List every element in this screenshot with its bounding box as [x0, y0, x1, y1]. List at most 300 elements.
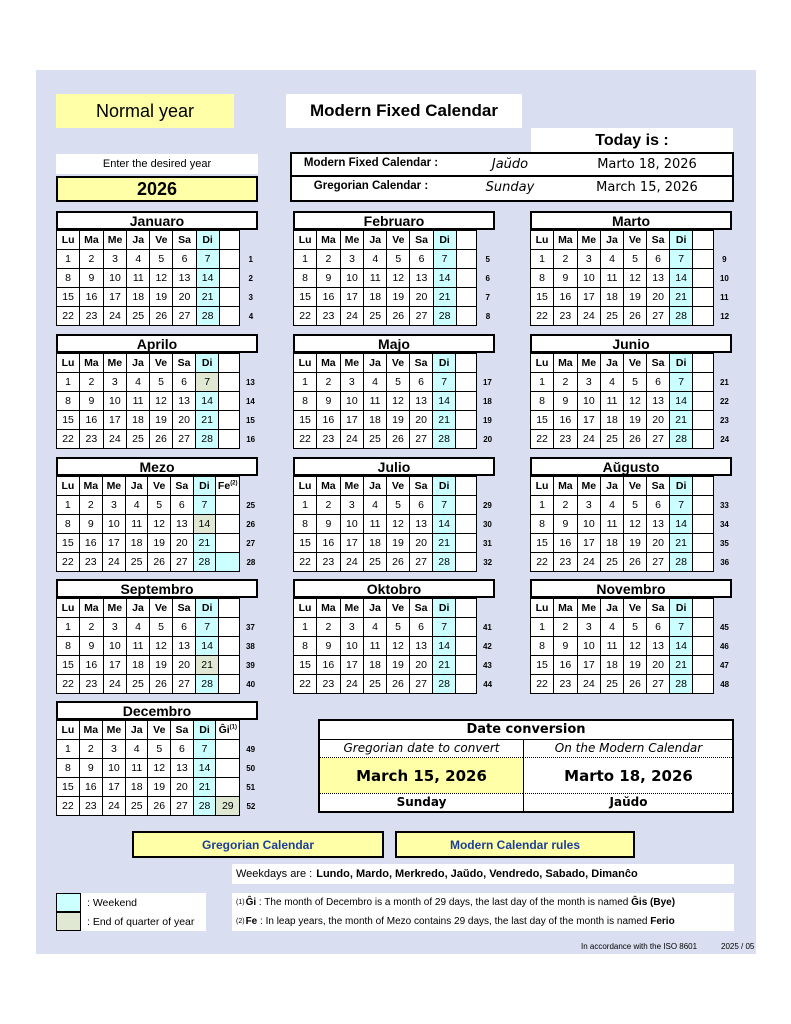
month-grid: [293, 230, 499, 326]
legend-weekend-label: : Weekend: [87, 896, 138, 909]
weekday-header: Ma: [317, 599, 340, 618]
day-cell: 17: [577, 288, 600, 307]
weekday-header: Sa: [410, 354, 433, 373]
day-cell: 7: [670, 250, 693, 269]
day-cell: 24: [102, 553, 125, 572]
weekday-header: Sa: [647, 599, 670, 618]
day-cell: 10: [577, 269, 600, 288]
day-cell: 22: [57, 430, 80, 449]
week-number: 7: [485, 292, 490, 302]
day-cell: 19: [386, 534, 409, 553]
day-cell: 16: [317, 534, 340, 553]
day-cell: 18: [364, 656, 387, 675]
day-cell: 9: [317, 637, 340, 656]
day-cell: 10: [102, 515, 125, 534]
month-grid: [530, 598, 736, 694]
week-header-blank: [477, 231, 499, 250]
week-number: 19: [482, 415, 492, 425]
quarter-end-swatch: [56, 912, 81, 931]
blank-cell: [456, 496, 477, 515]
month-grid: [56, 353, 262, 449]
weekday-header: Me: [103, 354, 126, 373]
weekday-header: Di: [433, 231, 456, 250]
day-cell: 1: [57, 740, 80, 759]
day-cell: 8: [531, 515, 554, 534]
day-cell: 4: [601, 618, 624, 637]
day-cell: 8: [294, 269, 317, 288]
day-cell: 25: [601, 307, 624, 326]
day-cell: 20: [647, 656, 670, 675]
day-cell: 27: [173, 675, 196, 694]
day-cell: 3: [102, 740, 125, 759]
day-cell: 27: [647, 675, 670, 694]
week-number: 35: [719, 538, 729, 548]
day-cell: 13: [410, 269, 433, 288]
day-cell: 11: [127, 269, 150, 288]
day-cell: 11: [364, 637, 387, 656]
footnote-1: [236, 893, 675, 912]
gregorian-date-input[interactable]: March 15, 2026: [320, 758, 523, 794]
day-cell: 2: [80, 373, 103, 392]
week-number: 39: [245, 660, 255, 670]
extra-day-sup: (2): [230, 480, 238, 487]
weekday-header: Me: [577, 599, 600, 618]
day-cell: 7: [196, 250, 219, 269]
weekday-header: Di: [196, 599, 219, 618]
weekday-header: Ve: [149, 354, 172, 373]
day-cell: 11: [125, 759, 147, 778]
month-name: Marto: [530, 211, 732, 230]
day-cell: 16: [79, 778, 102, 797]
day-cell: 5: [148, 496, 171, 515]
weekday-header: Ja: [127, 231, 150, 250]
day-cell: 9: [79, 759, 102, 778]
conversion-gregorian-heading: Gregorian date to convert: [320, 740, 523, 758]
weekdays-label: Weekdays are :: [236, 868, 313, 880]
today-label: Today is :: [531, 128, 733, 153]
day-cell: 5: [623, 373, 646, 392]
day-cell: 8: [57, 515, 80, 534]
today-greg-date: March 15, 2026: [596, 180, 698, 195]
day-cell: 5: [623, 496, 646, 515]
week-number: 6: [485, 273, 490, 283]
legend-weekend: [56, 893, 206, 912]
weekdays-line: [232, 864, 734, 884]
week-number: 31: [482, 538, 492, 548]
week-number: 28: [246, 557, 256, 567]
weekday-header: Ma: [80, 599, 103, 618]
weekday-header: Lu: [531, 354, 554, 373]
day-cell: 14: [433, 637, 456, 656]
day-cell: 3: [340, 618, 363, 637]
modern-weekday: Jaŭdo: [609, 795, 648, 809]
day-cell: 26: [623, 307, 646, 326]
day-cell: 7: [670, 618, 693, 637]
day-cell: 10: [340, 637, 363, 656]
weekday-header: Me: [340, 599, 363, 618]
blank-cell: [693, 553, 714, 572]
day-cell: 28: [670, 553, 693, 572]
day-cell: 19: [623, 411, 646, 430]
extra-day-header: [216, 721, 240, 740]
day-cell: 21: [670, 534, 693, 553]
week-number: 45: [719, 622, 729, 632]
blank-cell: [216, 740, 240, 759]
blank-cell: [456, 477, 477, 496]
day-cell: 16: [317, 411, 340, 430]
day-cell: 20: [647, 411, 670, 430]
today-greg-row: [292, 177, 732, 200]
month-grid: [530, 476, 736, 572]
day-cell: 7: [670, 373, 693, 392]
blank-cell: [219, 392, 240, 411]
day-cell: 3: [103, 373, 126, 392]
day-cell: 25: [127, 307, 150, 326]
today-mfc-label: Modern Fixed Calendar :: [303, 157, 439, 169]
footnote-2-sup: (2): [236, 918, 245, 925]
day-cell: 14: [196, 269, 219, 288]
day-cell: 7: [433, 373, 456, 392]
day-cell: 19: [149, 411, 172, 430]
day-cell: 6: [410, 250, 433, 269]
weekday-header: Ve: [623, 354, 646, 373]
day-cell: 11: [364, 515, 387, 534]
week-number: 4: [248, 311, 254, 321]
day-cell: 20: [647, 288, 670, 307]
day-cell: 8: [57, 759, 80, 778]
week-header-blank: [476, 599, 498, 618]
day-cell: 24: [103, 307, 127, 326]
day-cell: 17: [340, 534, 363, 553]
day-cell: 24: [340, 675, 363, 694]
day-cell: 14: [196, 637, 219, 656]
blank-cell: [456, 553, 477, 572]
day-cell: 1: [57, 618, 80, 637]
weekday-header: Ja: [127, 599, 150, 618]
today-mfc-row: [292, 154, 732, 177]
day-cell: 2: [317, 618, 340, 637]
week-header-blank: [239, 354, 261, 373]
day-cell: 26: [149, 430, 172, 449]
week-number: 23: [719, 415, 729, 425]
weekday-header: Sa: [173, 354, 196, 373]
weekday-header: Ja: [364, 477, 387, 496]
day-cell: 28: [196, 675, 219, 694]
day-cell: 4: [127, 373, 150, 392]
day-cell: 12: [148, 759, 171, 778]
leap-day-cell: [216, 534, 240, 553]
day-cell: 6: [647, 496, 670, 515]
day-cell: 10: [340, 515, 363, 534]
day-cell: 21: [670, 411, 693, 430]
footnote-1-sup: (1): [236, 899, 245, 906]
day-cell: 23: [317, 675, 340, 694]
weekday-header: Di: [433, 599, 456, 618]
weekday-header: Lu: [57, 721, 80, 740]
day-cell: 16: [554, 411, 577, 430]
day-cell: 23: [554, 553, 577, 572]
day-cell: 28: [433, 430, 456, 449]
day-cell: 11: [601, 269, 624, 288]
leap-day-cell: [216, 553, 240, 572]
weekday-header: Me: [103, 231, 127, 250]
day-cell: 9: [554, 515, 577, 534]
day-cell: 21: [193, 534, 215, 553]
day-cell: 25: [127, 430, 150, 449]
day-cell: 9: [317, 515, 340, 534]
month-grid: [56, 476, 262, 572]
day-cell: 4: [601, 250, 624, 269]
day-cell: 7: [670, 496, 693, 515]
day-cell: 10: [103, 269, 127, 288]
footnotes: [232, 893, 734, 931]
weekday-header: Me: [340, 231, 364, 250]
day-cell: 21: [433, 656, 456, 675]
blank-cell: [456, 269, 477, 288]
day-cell: 16: [79, 534, 102, 553]
weekday-header: Ja: [364, 354, 387, 373]
gregorian-calendar-button[interactable]: Gregorian Calendar: [132, 831, 384, 858]
week-header-blank: [713, 477, 735, 496]
week-number: 49: [246, 744, 256, 754]
blank-cell: [693, 392, 714, 411]
day-cell: 22: [531, 430, 554, 449]
day-cell: 19: [148, 534, 171, 553]
blank-cell: [693, 231, 714, 250]
blank-cell: [456, 515, 477, 534]
weekday-header: Sa: [173, 599, 196, 618]
month-name: Aŭgusto: [530, 457, 732, 476]
blank-cell: [456, 411, 477, 430]
day-cell: 4: [127, 250, 150, 269]
day-cell: 8: [531, 637, 554, 656]
legend-quarter-label: : End of quarter of year: [87, 915, 195, 928]
day-cell: 24: [340, 553, 363, 572]
weekday-header: Di: [670, 231, 693, 250]
extra-day-sup: (1): [229, 724, 237, 731]
weekday-header: Ma: [554, 599, 577, 618]
weekday-header: Lu: [531, 231, 554, 250]
blank-cell: [693, 269, 714, 288]
footnote-2: [236, 912, 675, 931]
day-cell: 22: [57, 307, 80, 326]
conversion-modern-heading: On the Modern Calendar: [525, 740, 732, 758]
week-number: 38: [245, 641, 255, 651]
day-cell: 7: [196, 618, 219, 637]
day-cell: 28: [433, 307, 456, 326]
day-cell: 5: [386, 618, 409, 637]
day-cell: 1: [531, 250, 554, 269]
weekday-header: Di: [196, 354, 219, 373]
day-cell: 20: [173, 288, 196, 307]
day-cell: 14: [670, 637, 693, 656]
week-number: 27: [246, 538, 256, 548]
month-name: Novembro: [530, 579, 732, 598]
day-cell: 24: [103, 430, 126, 449]
month-grid: [530, 353, 736, 449]
weekday-header: Me: [577, 354, 600, 373]
day-cell: 23: [554, 430, 577, 449]
day-cell: 12: [623, 637, 646, 656]
day-cell: 17: [577, 656, 600, 675]
blank-cell: [456, 354, 477, 373]
footnote-1-key: Ĝi: [245, 897, 257, 908]
day-cell: 5: [149, 618, 172, 637]
weekday-header: Ja: [601, 599, 624, 618]
blank-cell: [456, 250, 477, 269]
day-cell: 11: [127, 637, 150, 656]
day-cell: 18: [601, 534, 624, 553]
week-number: 21: [719, 377, 729, 387]
blank-cell: [219, 599, 240, 618]
blank-cell: [456, 288, 477, 307]
day-cell: 1: [57, 373, 80, 392]
weekday-header: Ve: [623, 477, 646, 496]
day-cell: 3: [103, 250, 127, 269]
day-cell: 20: [410, 534, 433, 553]
day-cell: 22: [57, 553, 80, 572]
footnote-2-bold: Ferio: [650, 916, 675, 927]
weekday-header: Lu: [57, 354, 80, 373]
blank-cell: [456, 656, 477, 675]
day-cell: 28: [433, 553, 456, 572]
day-cell: 21: [433, 288, 456, 307]
day-cell: 23: [317, 307, 341, 326]
date-conversion-title: Date conversion: [320, 721, 732, 740]
day-cell: 7: [433, 250, 456, 269]
day-cell: 5: [387, 250, 410, 269]
week-number: 18: [482, 396, 492, 406]
week-number: 46: [719, 641, 729, 651]
day-cell: 4: [125, 740, 147, 759]
blank-cell: [693, 430, 714, 449]
blank-cell: [456, 637, 477, 656]
weekday-header: Sa: [173, 231, 196, 250]
weekday-header: Ma: [79, 477, 102, 496]
day-cell: 20: [173, 656, 196, 675]
weekday-header: Di: [670, 354, 693, 373]
modern-date-result: Marto 18, 2026: [525, 758, 732, 794]
day-cell: 26: [148, 797, 171, 816]
day-cell: 12: [623, 392, 646, 411]
day-cell: 7: [433, 496, 456, 515]
day-cell: 20: [647, 534, 670, 553]
leap-day-cell: [216, 515, 240, 534]
week-header-blank: [239, 599, 261, 618]
day-cell: 27: [410, 553, 433, 572]
week-header-blank: [240, 231, 262, 250]
day-cell: 21: [433, 534, 456, 553]
modern-calendar-rules-button[interactable]: Modern Calendar rules: [395, 831, 635, 858]
weekday-header: Ja: [364, 599, 387, 618]
day-cell: 24: [577, 430, 600, 449]
weekday-header: Di: [433, 354, 456, 373]
day-cell: 16: [554, 534, 577, 553]
weekday-header: Lu: [531, 599, 554, 618]
blank-cell: [693, 675, 714, 694]
blank-cell: [693, 534, 714, 553]
day-cell: 23: [80, 307, 104, 326]
day-cell: 27: [170, 553, 193, 572]
leap-day-cell: [216, 496, 240, 515]
weekday-header: Ma: [79, 721, 102, 740]
day-cell: 6: [410, 496, 433, 515]
day-cell: 17: [340, 411, 363, 430]
weekday-header: Me: [103, 599, 126, 618]
day-cell: 24: [102, 797, 125, 816]
day-cell: 12: [386, 392, 409, 411]
day-cell: 27: [410, 675, 433, 694]
day-cell: 2: [80, 618, 103, 637]
day-cell: 8: [57, 269, 80, 288]
day-cell: 17: [103, 411, 126, 430]
weekday-header: Lu: [294, 354, 317, 373]
day-cell: 2: [554, 618, 577, 637]
day-cell: 7: [196, 373, 219, 392]
day-cell: 6: [170, 496, 193, 515]
day-cell: 14: [670, 392, 693, 411]
day-cell: 1: [531, 618, 554, 637]
day-cell: 13: [647, 269, 670, 288]
day-cell: 18: [364, 288, 387, 307]
day-cell: 25: [601, 675, 624, 694]
today-mfc-weekday: Jaŭdo: [491, 157, 529, 172]
day-cell: 5: [148, 740, 171, 759]
week-number: 41: [482, 622, 492, 632]
week-number: 1: [248, 254, 253, 264]
day-cell: 13: [173, 637, 196, 656]
weekday-header: Lu: [57, 477, 80, 496]
day-cell: 28: [670, 307, 693, 326]
day-cell: 15: [531, 534, 554, 553]
day-cell: 22: [531, 675, 554, 694]
day-cell: 16: [554, 288, 577, 307]
day-cell: 13: [647, 637, 670, 656]
weekday-header: Ja: [125, 721, 147, 740]
day-cell: 1: [57, 250, 80, 269]
day-cell: 9: [554, 392, 577, 411]
month-name: Mezo: [56, 457, 258, 476]
week-number: 8: [485, 311, 491, 321]
weekday-header: Ve: [386, 477, 409, 496]
day-cell: 26: [623, 675, 646, 694]
day-cell: 15: [57, 656, 80, 675]
blank-cell: [693, 618, 714, 637]
weekend-swatch: [56, 893, 81, 912]
day-cell: 13: [410, 637, 433, 656]
day-cell: 23: [554, 307, 577, 326]
day-cell: 22: [57, 797, 80, 816]
day-cell: 10: [577, 392, 600, 411]
day-cell: 18: [125, 534, 147, 553]
day-cell: 14: [433, 269, 456, 288]
weekday-header: Ja: [125, 477, 147, 496]
day-cell: 12: [386, 637, 409, 656]
weekday-header: Di: [196, 231, 219, 250]
legend: [56, 893, 206, 931]
week-number: 42: [482, 641, 492, 651]
blank-cell: [456, 599, 477, 618]
day-cell: 23: [554, 675, 577, 694]
month-name: Februaro: [293, 211, 495, 230]
weekdays-names: Lundo, Mardo, Merkredo, Jaŭdo, Vendredo, Sabado, Dimanĉo: [316, 868, 638, 880]
month-name: Septembro: [56, 579, 258, 598]
day-cell: 16: [80, 411, 103, 430]
month-name: Oktobro: [293, 579, 495, 598]
year-input[interactable]: 2026: [56, 176, 258, 202]
day-cell: 17: [577, 534, 600, 553]
weekday-header: Di: [433, 477, 456, 496]
